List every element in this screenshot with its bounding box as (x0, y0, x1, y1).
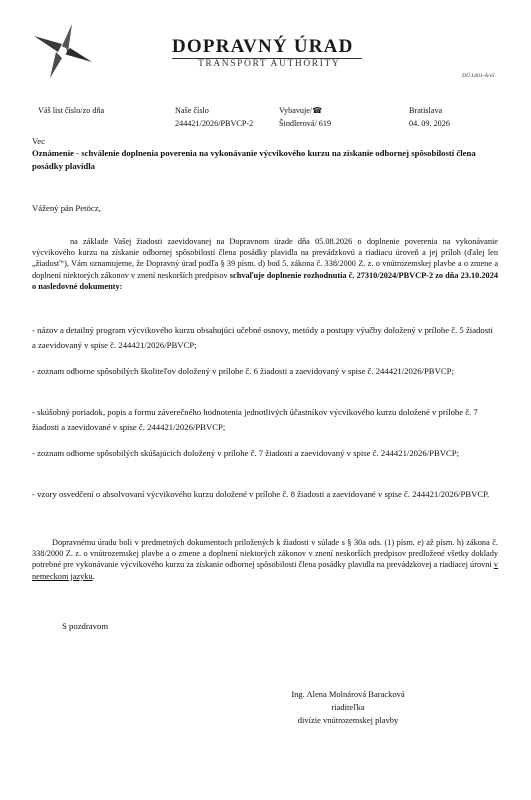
signatory-division: divízie vnútrozemskej plavby (297, 715, 399, 725)
subject-label: Vec (32, 136, 45, 146)
date: 04. 09. 2026 (409, 119, 450, 128)
list-item: - názov a detailný program výcvikového kurzu obsahujúci učebné osnovy, metódy a postupy výučby doložený v prílohe č. 5 žiadosti a zaevidovaný v spise č. 244421/2026/PBVCP; (32, 325, 493, 350)
signatory-name: Ing. Alena Molnárová Baracková (291, 689, 405, 699)
your-letter-label: Váš list číslo/zo dňa (38, 106, 105, 115)
place-date-column (409, 104, 450, 130)
list-item: - zoznam odborne spôsobilých školiteľov doložený v prílohe č. 6 žiadosti a zaevidovaný v spise č. 244421/2026/PBVCP; (32, 366, 454, 376)
our-number-column (175, 104, 253, 130)
second-paragraph-text: Dopravnému úradu boli v predmetných dokumentoch priložených k žiadosti v súlade s § 30a ods. (1) písm. e) až písm. h) zákona č. 338/2000 Z. z. o vnútrozemskej plavbe a o zmene a doplnení niektorých zákonov v znení neskorších predpisov predložené všetky doklady potrebné pre vykonávanie výcvikového kurzu za získanie odbornej spôsobilosti člena posádky plavidla na prevádzkovej a riadiacej úrovni (32, 538, 498, 570)
your-letter-column (38, 104, 104, 117)
second-paragraph (32, 537, 498, 582)
list-item: - vzory osvedčení o absolvovaní výcvikového kurzu doložené v prílohe č. 8 žiadosti a zaevidované v spise č. 244421/2026/PBVCP. (32, 489, 490, 499)
our-number-label: Naše číslo (175, 106, 209, 115)
salutation: Vážený pán Petöcz, (32, 203, 101, 213)
organization-name: DOPRAVNÝ ÚRAD (172, 36, 354, 57)
handled-by-value: Šindlerová/ 619 (279, 119, 332, 128)
handled-by-label: Vybavuje/☎ (279, 106, 323, 115)
language-note: v nemeckom jazyku (32, 560, 498, 581)
main-paragraph (32, 236, 498, 292)
closing: S pozdravom (62, 621, 109, 631)
main-paragraph-decision: schvaľuje doplnenie rozhodnutia č. 27310/2024/PBVCP-2 zo dňa 23.10.2024 o nasledovné dokumenty: (32, 270, 498, 291)
transport-authority-logo (32, 22, 94, 80)
place: Bratislava (409, 106, 443, 115)
our-number-value: 244421/2026/PBVCP-2 (175, 119, 254, 128)
organization-subtitle: TRANSPORT AUTHORITY (198, 59, 341, 69)
subject-text: Oznámenie - schválenie doplnenia poverenia na vykonávanie výcvikového kurzu na získanie odbornej spôsobilosti člena posádky plavidla (32, 148, 476, 171)
second-paragraph-end: . (92, 571, 95, 581)
signatory-role: riaditeľka (331, 702, 365, 712)
main-paragraph-text: na základe Vašej žiadosti zaevidovanej na Dopravnom úrade dňa 05.08.2026 o doplnenie poverenia na vykonávanie výcvikového kurzu na získanie odbornej spôsobilosti člena posádky plavidla na prevádzkovú a riadiacu úroveň a jej príloh (ďalej len „žiadosť“), Vám oznamujeme, že Dopravný úrad podľa § 39 písm. d) bod 5. zákona č. 338/2000 Z. z. o vnútrozemskej plavbe a o zmene a doplnení niektorých zákonov v znení neskorších predpisov (32, 237, 498, 280)
form-code: DÚ.L001-A/v5 (462, 73, 495, 79)
signature-block (258, 688, 438, 727)
list-item: - skúšobný poriadok, popis a formu záverečného hodnotenia jednotlivých účastníkov výcvikového kurzu doložené v prílohe č. 7 žiadosti a zaevidované v spise č. 244421/2026/PBVCP; (32, 407, 478, 432)
handled-by-column (279, 104, 331, 130)
list-item: - zoznam odborne spôsobilých skúšajúcich doložený v prílohe č. 7 žiadosti a zaevidovaný v spise č. 244421/2026/PBVCP; (32, 448, 460, 458)
